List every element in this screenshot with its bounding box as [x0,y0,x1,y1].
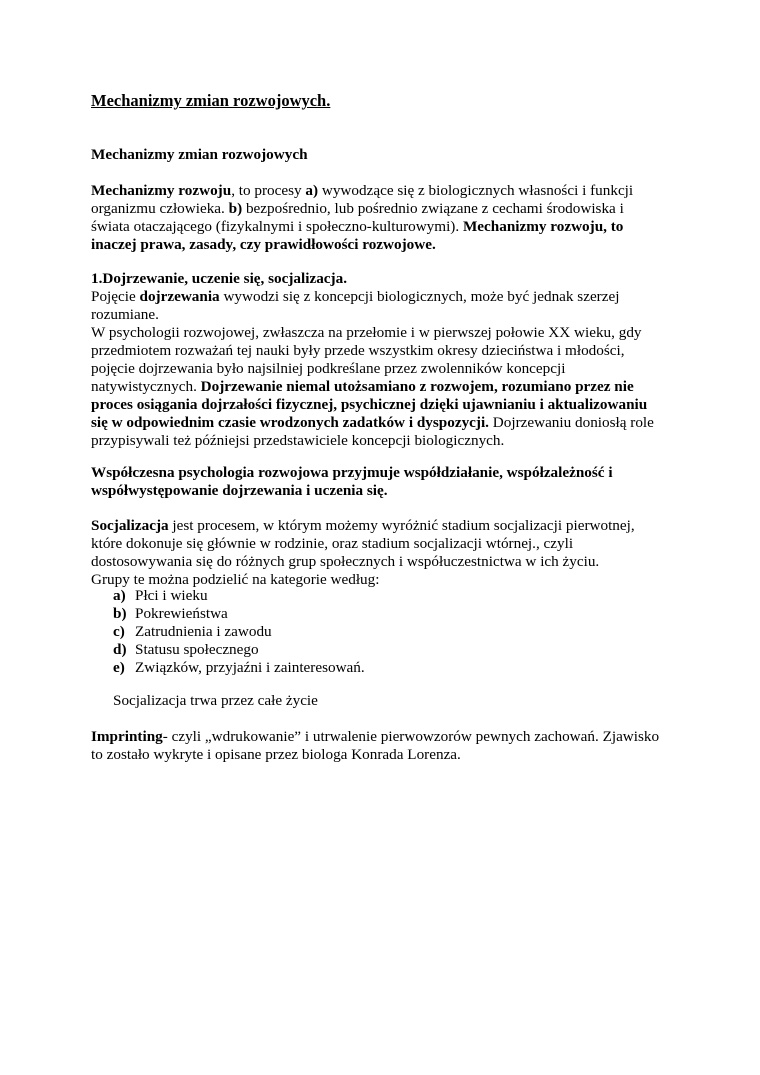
socialization-paragraph [91,517,671,589]
section-subheading: Mechanizmy zmian rozwojowych [91,146,308,163]
paragraph-line [91,288,671,306]
bold-text: Dojrzewanie niemal utożsamiano z rozwojem, rozumiano przez nie [200,378,634,395]
list-item-text: Pokrewieństwa [135,605,228,622]
bold-term: dojrzewania [139,288,220,305]
paragraph-line [91,414,671,432]
list-item-text: Płci i wieku [135,587,208,604]
paragraph-line: Grupy te można podzielić na kategorie według: [91,571,380,588]
text-run: , to procesy [231,182,306,199]
list-marker: a) [113,587,126,604]
list-marker: e) [113,659,125,676]
section-1 [91,270,671,450]
paragraph-line: które dokonuje się głównie w rodzinie, oraz stadium socjalizacji wtórnej., czyli [91,535,574,552]
socialization-closing: Socjalizacja trwa przez całe życie [113,692,318,709]
paragraph-line [91,517,671,535]
text-run: - czyli „wdrukowanie” i utrwalenie pierwowzorów pewnych zachowań. Zjawisko [162,728,660,745]
intro-paragraph [91,182,671,254]
list-item-text: Zatrudnienia i zawodu [135,623,272,640]
paragraph-line: przedmiotem rozważań tej nauki były przede wszystkim okresy dzieciństwa i młodości, [91,342,625,359]
list-marker: d) [113,641,127,658]
text-run: Dojrzewaniu doniosłą role [488,414,654,431]
category-list [91,587,671,677]
paragraph-line: współwystępowanie dojrzewania i uczenia się. [91,482,388,499]
bold-marker: b) [228,200,243,217]
paragraph-line: rozumiane. [91,306,159,323]
document-title: Mechanizmy zmian rozwojowych. [91,91,331,110]
list-item [91,605,671,623]
list-item [91,587,671,605]
paragraph-line: inaczej prawa, zasady, czy prawidłowości rozwojowe. [91,236,436,253]
text-run: bezpośrednio, lub pośrednio związane z cechami środowiska i [242,200,624,217]
paragraph-line: pojęcie dojrzewania było najsilniej podkreślane przez zwolenników koncepcji [91,360,566,377]
list-item [91,641,671,659]
list-item [91,623,671,641]
text-run: natywistycznych. [91,378,201,395]
modern-psychology-paragraph [91,464,671,500]
text-run: organizmu człowieka. [91,200,229,217]
paragraph-line: dostosowywania się do różnych grup społecznych i współuczestnictwa w ich życiu. [91,553,600,570]
paragraph-line [91,182,671,200]
text-run: wywodzące się z biologicznych własności i funkcji [318,182,634,199]
section-heading: 1.Dojrzewanie, uczenie się, socjalizacja. [91,270,347,287]
list-item [91,659,671,677]
paragraph-line [91,200,671,218]
paragraph-line [91,218,671,236]
list-item-text: Związków, przyjaźni i zainteresowań. [135,659,365,676]
paragraph-line: to zostało wykryte i opisane przez biologa Konrada Lorenza. [91,746,461,763]
text-run: wywodzi się z koncepcji biologicznych, może być jednak szerzej [219,288,620,305]
bold-text: się w odpowiednim czasie wrodzonych zadatków i dyspozycji. [91,414,489,431]
list-item-text: Statusu społecznego [135,641,259,658]
bold-term: Imprinting [91,728,163,745]
bold-term: Mechanizmy rozwoju, to [462,218,624,235]
bold-term: Socjalizacja [91,517,169,534]
text-run: jest procesem, w którym możemy wyróżnić stadium socjalizacji pierwotnej, [168,517,635,534]
paragraph-line: proces osiągania dojrzałości fizycznej, psychicznej dzięki ujawnianiu i aktualizowaniu [91,396,648,413]
imprinting-paragraph [91,728,671,764]
paragraph-line [91,728,671,746]
text-run: Pojęcie [91,288,140,305]
paragraph-line [91,378,671,396]
text-run: świata otaczającego (fizykalnymi i społeczno-kulturowymi). [91,218,463,235]
list-marker: b) [113,605,127,622]
paragraph-line: Współczesna psychologia rozwojowa przyjmuje współdziałanie, współzależność i [91,464,613,481]
list-marker: c) [113,623,125,640]
paragraph-line: przypisywali też późniejsi przedstawiciele koncepcji biologicznych. [91,432,505,449]
bold-marker: a) [305,182,319,199]
paragraph-line: W psychologii rozwojowej, zwłaszcza na przełomie i w pierwszej połowie XX wieku, gdy [91,324,642,341]
bold-term: Mechanizmy rozwoju [91,182,232,199]
